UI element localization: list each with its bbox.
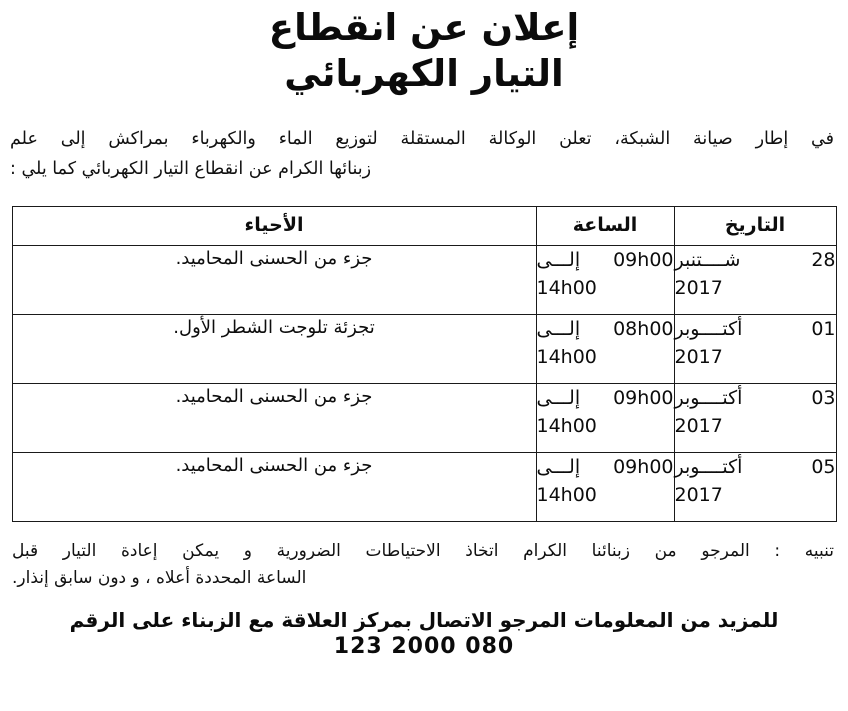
table-header-row	[12, 207, 836, 246]
cell-date	[674, 315, 836, 384]
date-year: 2017	[674, 277, 723, 299]
notice-line-1: تنبيه : المرجو من زبنائنا الكرام اتخاذ الاحتياطات الضرورية و يمكن إعادة التيار قبل	[12, 541, 834, 561]
time-from: 09h00 إلـــى	[536, 249, 674, 271]
date-year: 2017	[674, 346, 723, 368]
intro-line-2: زبنائها الكرام عن انقطاع التيار الكهربائي كما يلي :	[10, 159, 372, 179]
contact-footer	[0, 606, 848, 660]
cell-date	[674, 246, 836, 315]
time-from: 08h00 إلـــى	[536, 318, 674, 340]
page-title	[0, 0, 848, 96]
column-header-date: التاريخ	[674, 207, 836, 246]
cell-date	[674, 384, 836, 453]
cell-time	[536, 315, 674, 384]
title-line-1: إعلان عن انقطاع	[268, 6, 580, 49]
table-header	[12, 207, 836, 246]
column-header-time: الساعة	[536, 207, 674, 246]
date-year: 2017	[674, 484, 723, 506]
cell-time	[536, 384, 674, 453]
table-row	[12, 246, 836, 315]
cell-date	[674, 453, 836, 522]
cell-areas: تجزئة تلوجت الشطر الأول.	[12, 315, 536, 384]
notice-line-2: الساعة المحددة أعلاه ، و دون سابق إنذار.	[12, 568, 307, 588]
table-row	[12, 384, 836, 453]
cell-areas: جزء من الحسنى المحاميد.	[12, 384, 536, 453]
date-day: 03 أكتــــوبر	[674, 387, 836, 409]
cell-areas: جزء من الحسنى المحاميد.	[12, 453, 536, 522]
column-header-areas: الأحياء	[12, 207, 536, 246]
time-to: 14h00	[536, 484, 597, 506]
contact-instruction: للمزيد من المعلومات المرجو الاتصال بمركز العلاقة مع الزبناء على الرقم	[69, 608, 779, 632]
time-from: 09h00 إلـــى	[536, 456, 674, 478]
cell-time	[536, 453, 674, 522]
cell-areas: جزء من الحسنى المحاميد.	[12, 246, 536, 315]
date-day: 28 شــــتنبر	[674, 249, 836, 271]
time-to: 14h00	[536, 346, 597, 368]
table-body	[12, 246, 836, 522]
outage-schedule-table	[12, 206, 837, 522]
intro-paragraph	[10, 124, 834, 184]
time-from: 09h00 إلـــى	[536, 387, 674, 409]
contact-phone-number: 123 2000 080	[333, 634, 515, 659]
cell-time	[536, 246, 674, 315]
date-day: 05 أكتــــوبر	[674, 456, 836, 478]
date-day: 01 أكتــــوبر	[674, 318, 836, 340]
intro-line-1: في إطار صيانة الشبكة، تعلن الوكالة المستقلة لتوزيع الماء والكهرباء بمراكش إلى علم	[10, 129, 834, 149]
time-to: 14h00	[536, 415, 597, 437]
time-to: 14h00	[536, 277, 597, 299]
table-row	[12, 453, 836, 522]
title-line-2: التيار الكهربائي	[284, 52, 564, 95]
table-row	[12, 315, 836, 384]
notice-paragraph	[12, 538, 834, 592]
date-year: 2017	[674, 415, 723, 437]
